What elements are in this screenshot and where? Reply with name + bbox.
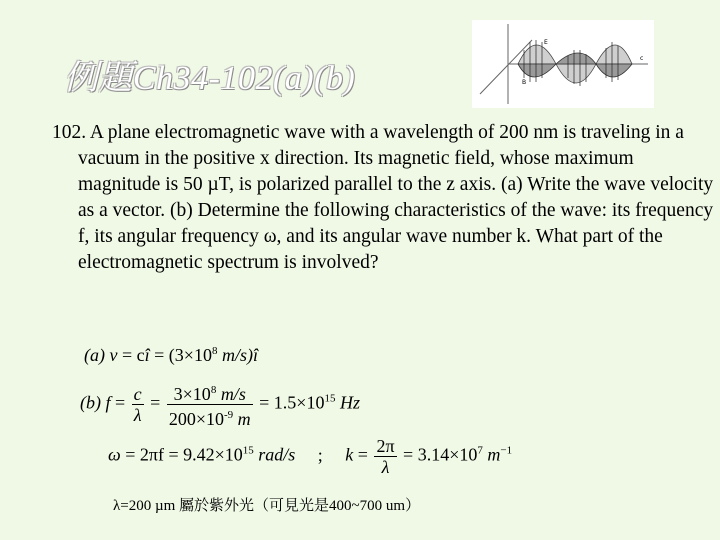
problem-statement: 102. A plane electromagnetic wave with a wavelength of 200 nm is traveling in a vacuum in the positive x direction. Its magnetic field, whose maximum magnitude is 50 µT, is polarized parallel to the z axis. (a) Write the wave velocity as a vector. (b) Determine the following characteristics of the wave: its frequency f, its angular frequency ω, and its angular wave number k. What part of the electromagnetic spectrum is involved?	[52, 122, 714, 273]
em-wave-figure	[472, 20, 654, 108]
equation-omega-k: $\omega = 2\pi f = 9.42\times 10^{15}$ rad/s ; k = $\frac{2\pi}{\lambda}$ = $3.14\times 10^7$ $m^{-1}$	[108, 436, 513, 477]
eq-a-label: (a)	[84, 345, 105, 365]
equation-a: (a) v = cî = ($3\times 10^8$ m/s)î	[84, 345, 258, 365]
slide-title: 例題Ch34-102(a)(b)	[64, 60, 356, 97]
eq-a-v: v	[109, 345, 118, 365]
eq-b-frac1: $\frac{c}{\lambda}$	[133, 384, 142, 425]
figure-label-c: c	[640, 55, 644, 62]
eq-k-frac: $\frac{2\pi}{\lambda}$	[376, 436, 395, 477]
eq-b-frac2: $\frac{3\times 10^8 m/s}{200\times 10^{-9} m}$	[167, 380, 253, 429]
figure-label-e: E	[544, 39, 548, 46]
spectrum-note: λ=200 µm 屬於紫外光（可見光是400~700 um）	[113, 498, 421, 514]
figure-label-b: B	[522, 79, 527, 86]
eq-b-label: (b)	[80, 392, 101, 413]
equation-b: (b) f = $\frac{c}{\lambda}$ = $\frac{3\times 10^8 m/s}{200\times 10^{-9} m}$ = $1.5\times 10^{15}$ Hz	[80, 380, 360, 429]
